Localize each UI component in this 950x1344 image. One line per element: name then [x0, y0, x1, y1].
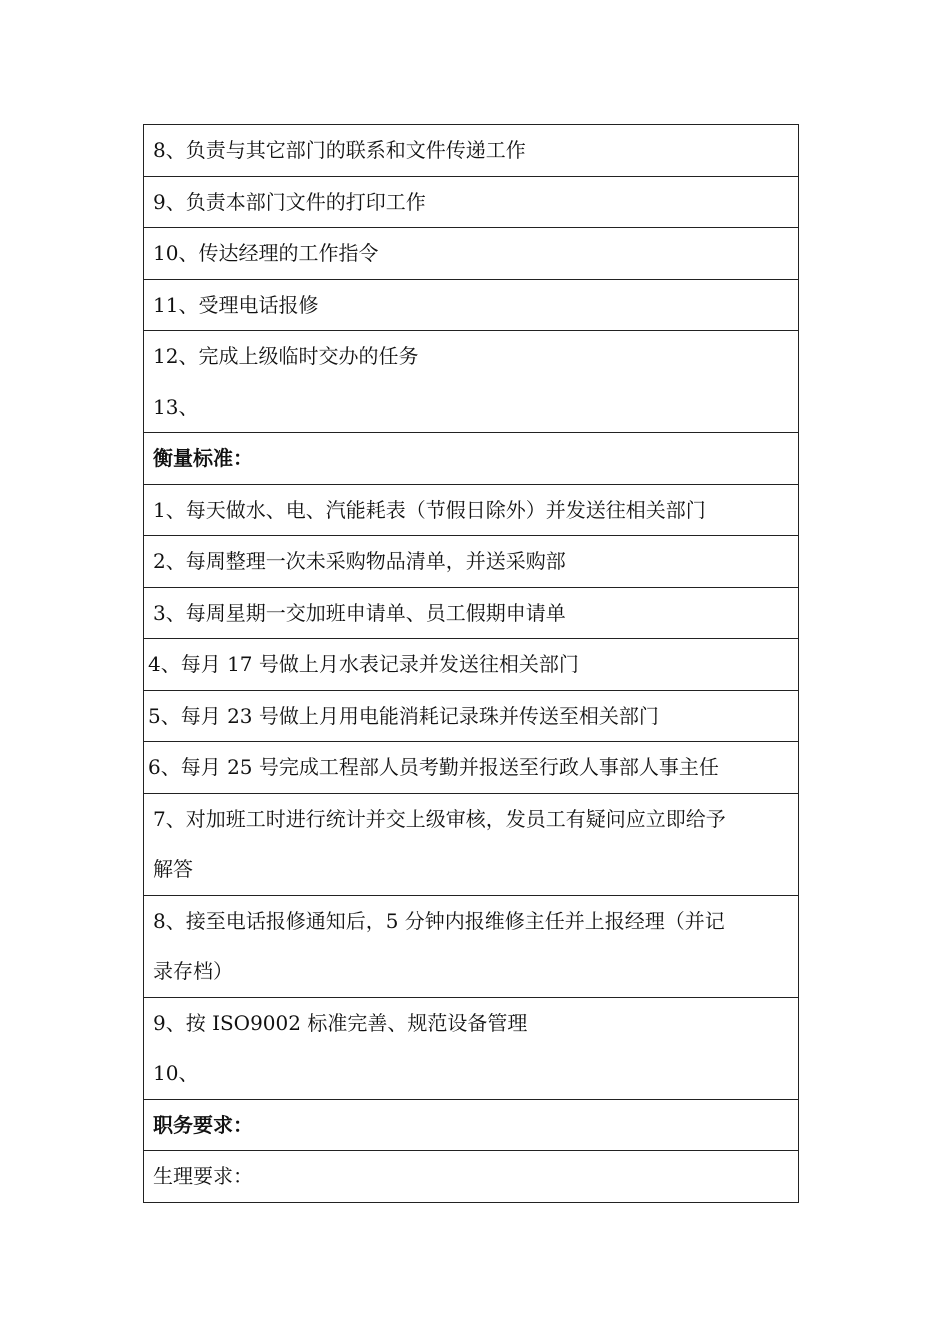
job-description-table: [143, 124, 799, 1203]
physical-requirements-row: 生理要求：: [144, 1150, 798, 1202]
standard-line: 录存档）: [153, 959, 233, 983]
standard-row-multiline: [144, 793, 798, 895]
standard-row: 3、每周星期一交加班申请单、员工假期申请单: [144, 587, 798, 639]
standard-row-multiline: [144, 895, 798, 997]
duty-row: 8、负责与其它部门的联系和文件传递工作: [153, 138, 526, 162]
standard-line: 9、按 ISO9002 标准完善、规范设备管理: [153, 1010, 528, 1035]
duty-row: 11、受理电话报修: [144, 279, 798, 331]
duty-line: 13、: [153, 394, 199, 419]
standard-row: 1、每天做水、电、汽能耗表（节假日除外）并发送往相关部门: [144, 484, 798, 536]
standard-row-multiline: [144, 997, 798, 1099]
duty-row: 9、负责本部门文件的打印工作: [144, 176, 798, 228]
standards-heading: 衡量标准：: [144, 432, 798, 484]
duty-line: 12、完成上级临时交办的任务: [153, 344, 419, 368]
requirements-heading: 职务要求：: [144, 1099, 798, 1151]
standard-row: 4、每月 17 号做上月水表记录并发送往相关部门: [144, 638, 798, 690]
standard-line: 7、对加班工时进行统计并交上级审核，发员工有疑问应立即给予: [153, 806, 726, 831]
standard-row: 5、每月 23 号做上月用电能消耗记录珠并传送至相关部门: [144, 690, 798, 742]
standard-line: 10、: [153, 1061, 199, 1085]
standard-row: 6、每月 25 号完成工程部人员考勤并报送至行政人事部人事主任: [144, 741, 798, 793]
duty-row: 10、传达经理的工作指令: [144, 227, 798, 279]
duty-row-multiline: [144, 330, 798, 432]
standard-row: 2、每周整理一次未采购物品清单，并送采购部: [144, 535, 798, 587]
standard-line: 解答: [153, 857, 193, 881]
standard-line: 8、接至电话报修通知后，5 分钟内报维修主任并上报经理（并记: [153, 908, 725, 933]
